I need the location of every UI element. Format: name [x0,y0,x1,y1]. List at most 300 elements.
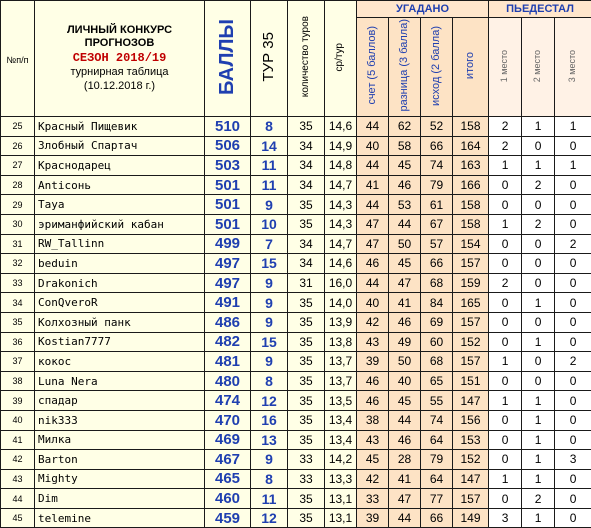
title-line1: ЛИЧНЫЙ КОНКУРС [35,24,204,38]
guessed-header: УГАДАНО [357,1,489,18]
podium-2: 1 [522,391,555,411]
guessed-diff: 62 [389,117,421,137]
guessed-diff: 28 [389,450,421,470]
participant-name: beduin [35,254,205,274]
guessed-total: 157 [453,254,489,274]
guessed-score: 40 [357,136,389,156]
podium-1: 0 [489,489,522,509]
total-points: 480 [205,371,251,391]
row-number: 33 [1,273,35,293]
avg-per-tour: 14,3 [325,195,357,215]
participant-name: Злобный Спартач [35,136,205,156]
avg-per-tour: 13,8 [325,332,357,352]
guessed-diff: 44 [389,508,421,528]
guessed-score: 41 [357,175,389,195]
total-points: 499 [205,234,251,254]
total-points: 501 [205,195,251,215]
avg-per-tour: 14,8 [325,156,357,176]
guessed-total: 166 [453,175,489,195]
tour-points: 9 [251,352,288,372]
avg-per-tour: 13,1 [325,489,357,509]
tours-count: 35 [288,195,325,215]
participant-name: Kostian7777 [35,332,205,352]
podium-3-header: 3 место [555,18,591,117]
tour-points: 11 [251,175,288,195]
podium-2: 0 [522,195,555,215]
guessed-diff: 46 [389,430,421,450]
guessed-outcome: 84 [421,293,453,313]
table-row [1,254,591,274]
tour-points: 11 [251,156,288,176]
table-row [1,117,591,137]
guessed-total: 151 [453,371,489,391]
table-row [1,410,591,430]
guessed-total: 164 [453,136,489,156]
podium-2: 2 [522,175,555,195]
row-number: 29 [1,195,35,215]
row-number: 27 [1,156,35,176]
guessed-diff: 46 [389,312,421,332]
tours-count: 34 [288,156,325,176]
tour-header: ТУР 35 [251,1,288,117]
podium-3: 0 [555,489,591,509]
podium-1: 0 [489,450,522,470]
podium-3: 3 [555,450,591,470]
guessed-total: 149 [453,508,489,528]
podium-3: 0 [555,410,591,430]
podium-header: ПЬЕДЕСТАЛ [489,1,591,18]
podium-2: 0 [522,136,555,156]
participant-name: Drakonich [35,273,205,293]
table-row [1,508,591,528]
guessed-total: 154 [453,234,489,254]
tours-count: 35 [288,430,325,450]
table-row [1,273,591,293]
avg-per-tour: 14,6 [325,117,357,137]
row-number: 34 [1,293,35,313]
guessed-score: 46 [357,391,389,411]
podium-3: 0 [555,469,591,489]
guessed-diff: 47 [389,489,421,509]
tours-count-header: количество туров [288,1,325,117]
guessed-outcome: 57 [421,234,453,254]
guessed-outcome: 52 [421,117,453,137]
tours-count: 35 [288,391,325,411]
tour-points: 14 [251,136,288,156]
guessed-diff: 50 [389,352,421,372]
guessed-outcome: 68 [421,273,453,293]
podium-2: 1 [522,332,555,352]
table-body [1,117,591,528]
tour-points: 7 [251,234,288,254]
guessed-score: 43 [357,430,389,450]
podium-2: 1 [522,117,555,137]
podium-2: 0 [522,352,555,372]
podium-1: 2 [489,136,522,156]
podium-3: 2 [555,352,591,372]
guessed-total: 163 [453,156,489,176]
row-number: 43 [1,469,35,489]
tour-points: 9 [251,450,288,470]
tour-points: 9 [251,293,288,313]
table-row [1,312,591,332]
row-number: 28 [1,175,35,195]
tours-count: 35 [288,214,325,234]
podium-3: 1 [555,117,591,137]
guessed-outcome: 66 [421,254,453,274]
participant-name: кокос [35,352,205,372]
participant-name: Милка [35,430,205,450]
tours-count: 35 [288,117,325,137]
podium-2: 1 [522,410,555,430]
table-row [1,136,591,156]
podium-3: 0 [555,332,591,352]
guessed-diff: 44 [389,214,421,234]
guessed-total: 152 [453,332,489,352]
podium-1: 0 [489,332,522,352]
participant-name: Anticoнь [35,175,205,195]
guessed-total: 158 [453,117,489,137]
table-date: (10.12.2018 г.) [35,80,204,94]
guessed-outcome: 64 [421,469,453,489]
podium-1: 1 [489,469,522,489]
guessed-outcome: 65 [421,371,453,391]
avg-per-tour: 14,6 [325,254,357,274]
guessed-outcome: 60 [421,332,453,352]
guessed-outcome: 61 [421,195,453,215]
participant-name: ConQveroR [35,293,205,313]
tours-count: 35 [288,332,325,352]
guessed-total: 153 [453,430,489,450]
podium-3: 0 [555,312,591,332]
avg-per-tour: 13,4 [325,430,357,450]
podium-1: 2 [489,273,522,293]
guessed-score: 47 [357,234,389,254]
row-number: 26 [1,136,35,156]
guessed-outcome: 64 [421,430,453,450]
guessed-score: 42 [357,469,389,489]
podium-1: 1 [489,391,522,411]
guessed-outcome: 77 [421,489,453,509]
guessed-score: 44 [357,273,389,293]
podium-1: 0 [489,293,522,313]
avg-per-tour: 13,7 [325,371,357,391]
tours-count: 35 [288,352,325,372]
podium-3: 0 [555,391,591,411]
guessed-score: 46 [357,254,389,274]
total-points: 510 [205,117,251,137]
guessed-diff: 50 [389,234,421,254]
guessed-score: 46 [357,371,389,391]
guessed-diff: 45 [389,391,421,411]
season-label: СЕЗОН 2018/19 [35,51,204,66]
guessed-outcome: 74 [421,410,453,430]
podium-3: 0 [555,136,591,156]
tour-points: 12 [251,391,288,411]
guessed-diff: 41 [389,469,421,489]
tour-points: 8 [251,117,288,137]
guessed-diff: 49 [389,332,421,352]
guessed-diff: 45 [389,156,421,176]
guessed-outcome-header: исход (2 балла) [421,18,453,117]
guessed-score: 44 [357,195,389,215]
participant-name: Краснодарец [35,156,205,176]
podium-1: 2 [489,117,522,137]
num-header: №п/п [1,1,35,117]
table-row [1,175,591,195]
table-row [1,234,591,254]
podium-3: 2 [555,234,591,254]
total-points: 501 [205,214,251,234]
tour-points: 9 [251,195,288,215]
guessed-score: 39 [357,508,389,528]
total-points: 501 [205,175,251,195]
guessed-score: 44 [357,117,389,137]
participant-name: RW_Tallinn [35,234,205,254]
podium-1: 0 [489,410,522,430]
podium-1: 0 [489,254,522,274]
participant-name: Красный Пищевик [35,117,205,137]
table-row [1,391,591,411]
tours-count: 35 [288,410,325,430]
row-number: 38 [1,371,35,391]
row-number: 35 [1,312,35,332]
avg-per-tour: 14,3 [325,214,357,234]
table-row [1,430,591,450]
total-points: 482 [205,332,251,352]
podium-2: 0 [522,371,555,391]
guessed-total-header: итого [453,18,489,117]
tours-count: 33 [288,450,325,470]
participant-name: Dim [35,489,205,509]
podium-3: 0 [555,273,591,293]
podium-1: 1 [489,352,522,372]
tours-count: 35 [288,312,325,332]
guessed-score: 47 [357,214,389,234]
total-points: 469 [205,430,251,450]
podium-2-header: 2 место [522,18,555,117]
guessed-score: 42 [357,312,389,332]
guessed-total: 158 [453,214,489,234]
podium-1: 3 [489,508,522,528]
total-points: 460 [205,489,251,509]
avg-per-tour: 13,7 [325,352,357,372]
participant-name: nik333 [35,410,205,430]
avg-per-tour: 13,1 [325,508,357,528]
row-number: 42 [1,450,35,470]
guessed-diff: 41 [389,293,421,313]
avg-per-tour: 13,3 [325,469,357,489]
row-number: 32 [1,254,35,274]
guessed-score: 40 [357,293,389,313]
total-points: 465 [205,469,251,489]
guessed-diff: 44 [389,410,421,430]
table-row [1,489,591,509]
guessed-diff: 46 [389,175,421,195]
tour-points: 11 [251,489,288,509]
guessed-diff: 40 [389,371,421,391]
title-line2: ПРОГНОЗОВ [35,37,204,51]
guessed-total: 157 [453,489,489,509]
guessed-outcome: 68 [421,352,453,372]
total-points: 467 [205,450,251,470]
tours-count: 31 [288,273,325,293]
podium-3: 0 [555,175,591,195]
total-points: 474 [205,391,251,411]
total-points: 506 [205,136,251,156]
guessed-outcome: 67 [421,214,453,234]
podium-1-header: 1 место [489,18,522,117]
tours-count: 34 [288,136,325,156]
tours-count: 35 [288,489,325,509]
table-row [1,371,591,391]
podium-1: 0 [489,195,522,215]
table-row [1,450,591,470]
podium-1: 0 [489,175,522,195]
guessed-outcome: 79 [421,450,453,470]
podium-1: 1 [489,156,522,176]
tour-points: 9 [251,273,288,293]
guessed-outcome: 79 [421,175,453,195]
podium-3: 0 [555,430,591,450]
table-label: турнирная таблица [35,66,204,80]
tours-count: 35 [288,371,325,391]
tour-points: 10 [251,214,288,234]
tour-points: 13 [251,430,288,450]
guessed-outcome: 66 [421,136,453,156]
total-points: 497 [205,254,251,274]
row-number: 39 [1,391,35,411]
guessed-total: 147 [453,391,489,411]
participant-name: Barton [35,450,205,470]
guessed-diff: 58 [389,136,421,156]
guessed-score: 38 [357,410,389,430]
podium-3: 0 [555,508,591,528]
podium-2: 2 [522,489,555,509]
podium-2: 0 [522,254,555,274]
guessed-outcome: 69 [421,312,453,332]
avg-per-tour: 16,0 [325,273,357,293]
tour-points: 15 [251,254,288,274]
podium-2: 0 [522,273,555,293]
row-number: 36 [1,332,35,352]
row-number: 25 [1,117,35,137]
title-block [35,1,205,117]
guessed-total: 157 [453,352,489,372]
guessed-total: 158 [453,195,489,215]
avg-per-tour: 14,7 [325,234,357,254]
row-number: 41 [1,430,35,450]
avg-header: ср/тур [325,1,357,117]
guessed-diff: 53 [389,195,421,215]
row-number: 45 [1,508,35,528]
tours-count: 34 [288,254,325,274]
total-points: 503 [205,156,251,176]
tour-points: 16 [251,410,288,430]
total-points: 481 [205,352,251,372]
avg-per-tour: 13,9 [325,312,357,332]
total-points: 497 [205,273,251,293]
table-row [1,352,591,372]
participant-name: спадар [35,391,205,411]
tours-count: 34 [288,234,325,254]
table-row [1,469,591,489]
guessed-diff: 47 [389,273,421,293]
participant-name: Taya [35,195,205,215]
podium-3: 0 [555,214,591,234]
tours-count: 33 [288,469,325,489]
podium-3: 0 [555,254,591,274]
guessed-diff-header: разница (3 балла) [389,18,421,117]
podium-3: 0 [555,371,591,391]
tour-points: 9 [251,312,288,332]
tours-count: 35 [288,508,325,528]
guessed-total: 156 [453,410,489,430]
guessed-total: 152 [453,450,489,470]
podium-2: 1 [522,450,555,470]
podium-1: 0 [489,312,522,332]
avg-per-tour: 14,9 [325,136,357,156]
podium-3: 0 [555,195,591,215]
participant-name: telemine [35,508,205,528]
guessed-outcome: 66 [421,508,453,528]
podium-2: 1 [522,156,555,176]
podium-2: 1 [522,508,555,528]
avg-per-tour: 14,0 [325,293,357,313]
guessed-outcome: 74 [421,156,453,176]
table-row [1,293,591,313]
balls-header: БАЛЛЫ [205,1,251,117]
table-row [1,214,591,234]
tour-points: 15 [251,332,288,352]
row-number: 37 [1,352,35,372]
podium-1: 0 [489,430,522,450]
guessed-score: 45 [357,450,389,470]
guessed-diff: 45 [389,254,421,274]
total-points: 459 [205,508,251,528]
podium-1: 1 [489,214,522,234]
tour-points: 8 [251,371,288,391]
podium-2: 2 [522,214,555,234]
avg-per-tour: 14,2 [325,450,357,470]
avg-per-tour: 13,4 [325,410,357,430]
participant-name: эримaнфийский кабан [35,214,205,234]
guessed-score: 43 [357,332,389,352]
row-number: 30 [1,214,35,234]
participant-name: Mighty [35,469,205,489]
row-number: 44 [1,489,35,509]
podium-2: 0 [522,234,555,254]
guessed-score: 33 [357,489,389,509]
total-points: 486 [205,312,251,332]
guessed-outcome: 55 [421,391,453,411]
podium-3: 1 [555,156,591,176]
tours-count: 34 [288,175,325,195]
participant-name: Колхозный панк [35,312,205,332]
guessed-score: 39 [357,352,389,372]
table-row [1,156,591,176]
table-row [1,195,591,215]
table-row [1,332,591,352]
row-number: 40 [1,410,35,430]
podium-2: 0 [522,312,555,332]
guessed-total: 159 [453,273,489,293]
avg-per-tour: 14,7 [325,175,357,195]
podium-2: 1 [522,469,555,489]
podium-2: 1 [522,293,555,313]
podium-2: 1 [522,430,555,450]
guessed-score: 44 [357,156,389,176]
